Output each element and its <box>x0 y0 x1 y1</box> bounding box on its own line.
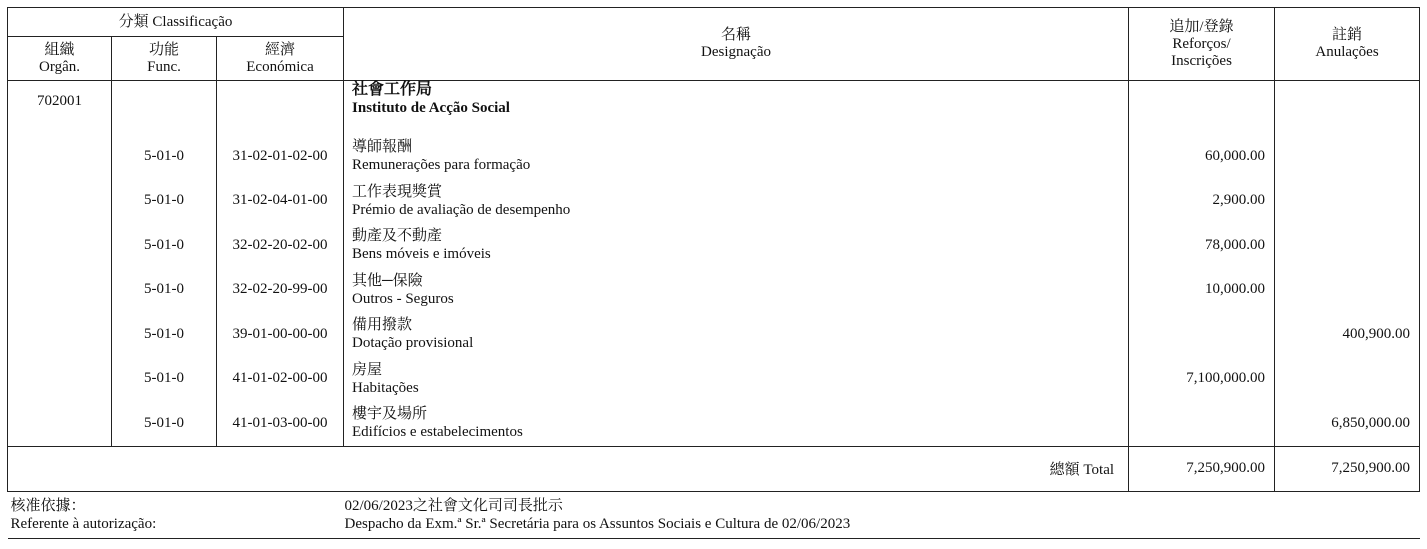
organ-code: 702001 <box>8 81 112 135</box>
func-code: 5-01-0 <box>112 401 217 446</box>
designation <box>344 268 1129 313</box>
reinforcement-value: 2,900.00 <box>1129 179 1275 224</box>
empty-cell <box>8 179 112 224</box>
organ-name <box>344 81 1129 135</box>
organ-name-pt: Instituto de Acção Social <box>352 100 510 116</box>
table-row <box>8 223 1420 268</box>
authorization-label-zh: 核准依據： <box>10 497 86 514</box>
empty-cell <box>8 357 112 402</box>
designation-pt: Dotação provisional <box>352 335 474 352</box>
reinforcements-header-pt1: Reforços/ <box>1172 35 1231 52</box>
annulment-value <box>1275 357 1420 402</box>
designation-pt: Bens móveis e imóveis <box>352 246 491 263</box>
table-row <box>8 401 1420 446</box>
econ-code: 31-02-04-01-00 <box>217 179 344 224</box>
annulment-value <box>1275 268 1420 313</box>
reinforcement-value <box>1129 401 1275 446</box>
reinforcements-header-zh: 追加/登錄 <box>1169 18 1234 35</box>
econ-header-zh: 經濟 <box>265 41 296 58</box>
total-annulment: 7,250,900.00 <box>1275 446 1420 491</box>
authorization-text-pt: Despacho da Exm.ª Sr.ª Secretária para os Assuntos Sociais e Cultura de 02/06/2023 <box>344 515 851 532</box>
organ-header-zh: 組織 <box>44 41 75 58</box>
designation-header-zh: 名稱 <box>721 27 752 43</box>
designation <box>344 357 1129 402</box>
econ-code: 32-02-20-99-00 <box>217 268 344 313</box>
designation-pt: Outros - Seguros <box>352 290 454 307</box>
func-header-pt: Func. <box>147 58 181 75</box>
empty-cell <box>8 401 112 446</box>
func-code: 5-01-0 <box>112 357 217 402</box>
authorization-label <box>8 491 344 538</box>
empty-cell <box>8 223 112 268</box>
econ-code: 39-01-00-00-00 <box>217 312 344 357</box>
reinforcement-value: 7,100,000.00 <box>1129 357 1275 402</box>
designation-pt: Edifícios e estabelecimentos <box>352 424 523 441</box>
designation <box>344 223 1129 268</box>
authorization-row <box>8 491 1420 538</box>
authorization-text <box>344 491 1420 538</box>
table-row <box>8 268 1420 313</box>
total-row <box>8 446 1420 491</box>
func-code: 5-01-0 <box>112 223 217 268</box>
annulments-header-pt: Anulações <box>1315 44 1379 60</box>
econ-header-pt: Económica <box>246 58 314 75</box>
econ-code: 32-02-20-02-00 <box>217 223 344 268</box>
func-code: 5-01-0 <box>112 312 217 357</box>
designation-pt: Habitações <box>352 379 419 396</box>
designation <box>344 179 1129 224</box>
empty-cell <box>217 81 344 135</box>
table-row <box>8 357 1420 402</box>
designation-header <box>344 8 1129 81</box>
total-label: 總額 Total <box>8 446 1129 491</box>
total-reinforcement: 7,250,900.00 <box>1129 446 1275 491</box>
table-row <box>8 312 1420 357</box>
func-code: 5-01-0 <box>112 268 217 313</box>
classification-header: 分類 Classificação <box>8 8 344 37</box>
budget-table <box>7 7 1420 539</box>
table-row <box>8 179 1420 224</box>
designation-zh: 工作表現獎賞 <box>352 183 443 200</box>
empty-cell <box>8 312 112 357</box>
econ-code: 31-02-01-02-00 <box>217 134 344 179</box>
organ-header-pt: Orgân. <box>39 58 80 75</box>
annulment-value <box>1275 223 1420 268</box>
designation-header-pt: Designação <box>701 44 771 60</box>
organ-header <box>8 37 112 81</box>
func-header <box>112 37 217 81</box>
organ-name-zh: 社會工作局 <box>352 81 433 98</box>
designation <box>344 401 1129 446</box>
designation-zh: 備用撥款 <box>352 317 413 334</box>
designation <box>344 312 1129 357</box>
func-header-zh: 功能 <box>148 41 179 58</box>
designation-zh: 房屋 <box>352 361 383 378</box>
designation-zh: 導師報酬 <box>352 139 413 156</box>
annulment-value: 400,900.00 <box>1275 312 1420 357</box>
annulment-value <box>1275 134 1420 179</box>
reinforcements-header <box>1129 8 1275 81</box>
econ-code: 41-01-02-00-00 <box>217 357 344 402</box>
empty-cell <box>1129 81 1275 135</box>
func-code: 5-01-0 <box>112 179 217 224</box>
designation-zh: 動產及不動產 <box>352 228 443 245</box>
empty-cell <box>112 81 217 135</box>
designation-zh: 其他─保險 <box>352 272 423 289</box>
organ-row <box>8 81 1420 135</box>
empty-cell <box>1275 81 1420 135</box>
designation-pt: Remunerações para formação <box>352 157 531 174</box>
reinforcements-header-pt2: Inscrições <box>1171 52 1232 69</box>
table-row <box>8 134 1420 179</box>
empty-cell <box>8 268 112 313</box>
annulment-value <box>1275 179 1420 224</box>
reinforcement-value: 10,000.00 <box>1129 268 1275 313</box>
annulments-header-zh: 註銷 <box>1332 27 1363 43</box>
reinforcement-value: 60,000.00 <box>1129 134 1275 179</box>
annulment-value: 6,850,000.00 <box>1275 401 1420 446</box>
econ-header <box>217 37 344 81</box>
econ-code: 41-01-03-00-00 <box>217 401 344 446</box>
func-code: 5-01-0 <box>112 134 217 179</box>
designation-pt: Prémio de avaliação de desempenho <box>352 201 571 218</box>
annulments-header <box>1275 8 1420 81</box>
designation-zh: 樓宇及場所 <box>352 406 428 423</box>
reinforcement-value <box>1129 312 1275 357</box>
authorization-label-pt: Referente à autorização: <box>10 515 157 532</box>
designation <box>344 134 1129 179</box>
authorization-text-zh: 02/06/2023之社會文化司司長批示 <box>344 497 563 514</box>
empty-cell <box>8 134 112 179</box>
reinforcement-value: 78,000.00 <box>1129 223 1275 268</box>
